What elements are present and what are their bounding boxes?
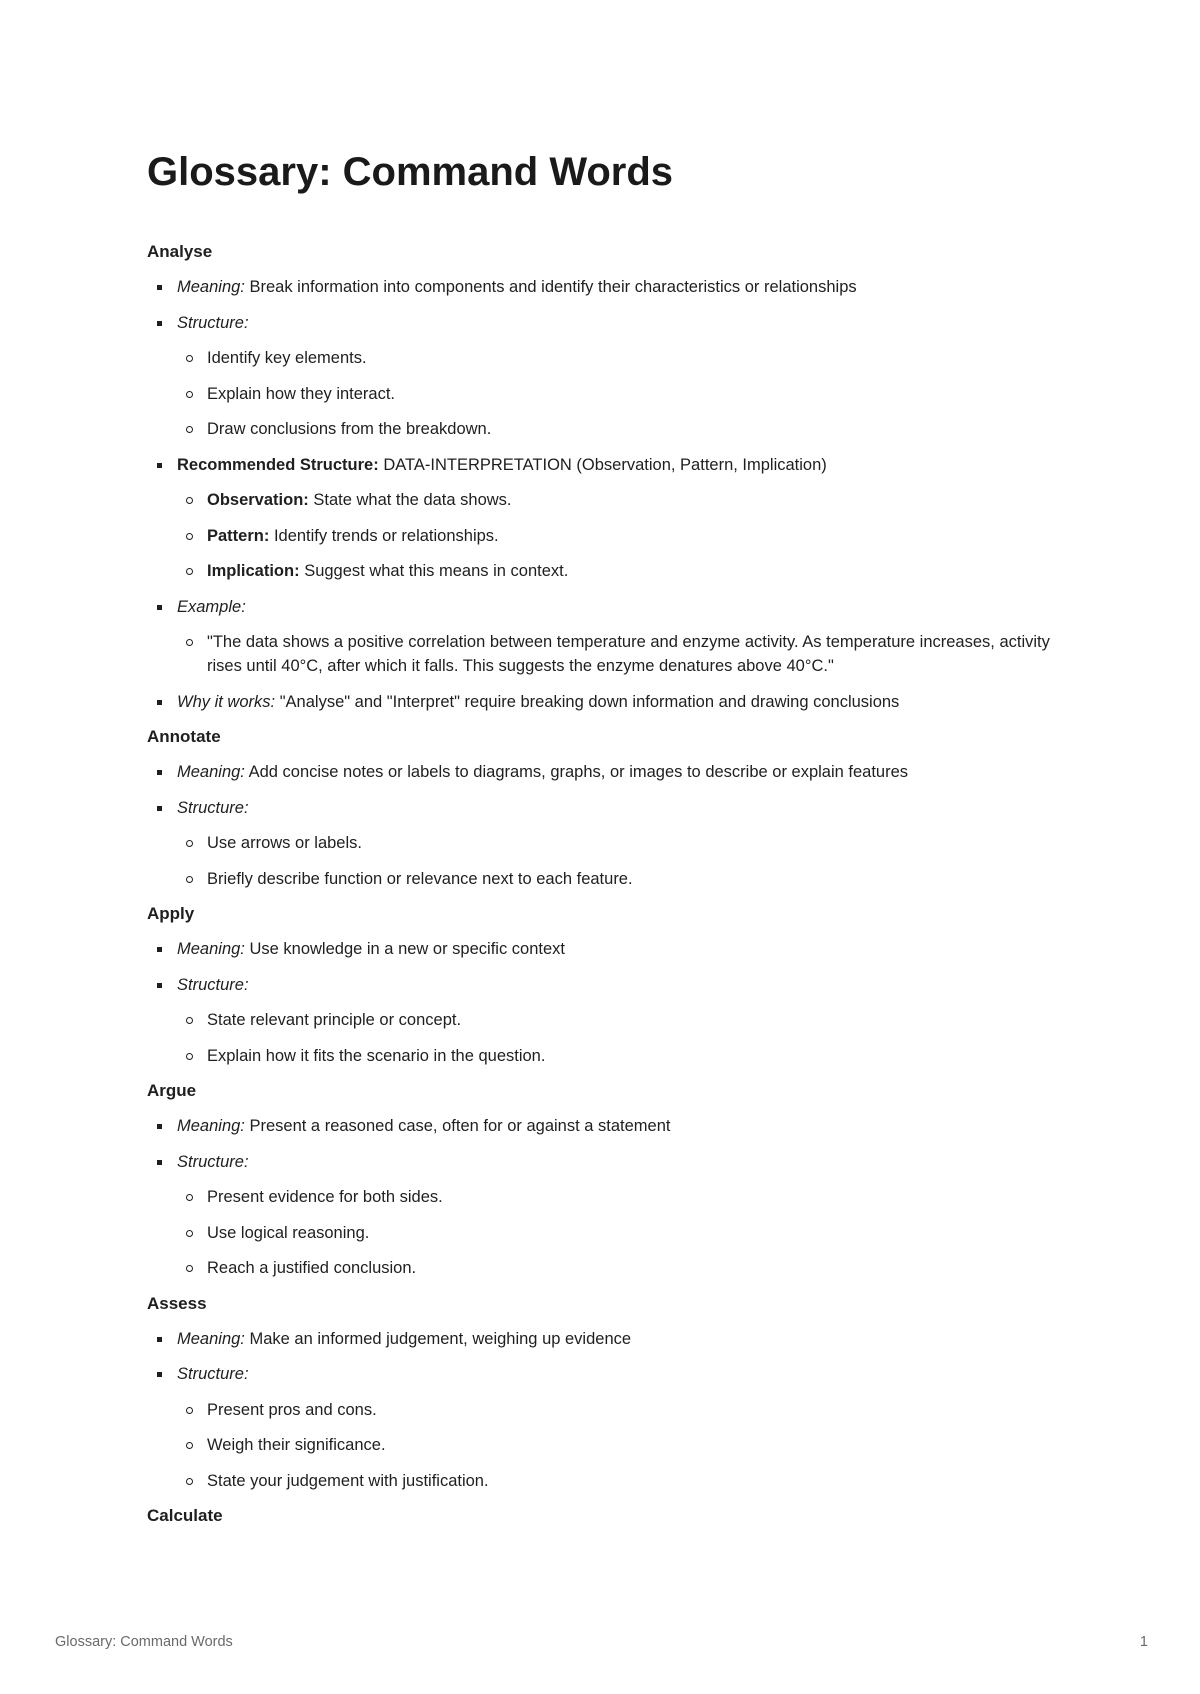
structure-step: Explain how they interact. — [177, 382, 1067, 406]
structure-list — [177, 1008, 1067, 1068]
section-argue — [147, 1079, 1067, 1280]
term-details — [147, 1327, 1067, 1493]
structure-item — [147, 311, 1067, 442]
structure-step: State your judgement with justification. — [177, 1469, 1067, 1493]
structure-step: Reach a justified conclusion. — [177, 1256, 1067, 1280]
recommended-step-label: Observation: — [207, 491, 309, 509]
term-heading: Assess — [147, 1293, 207, 1313]
meaning-label: Meaning: — [177, 940, 245, 958]
recommended-step-text: Identify trends or relationships. — [273, 526, 499, 545]
structure-label: Structure: — [177, 313, 249, 332]
meaning-text: Break information into components and identify their characteristics or relationships — [249, 278, 857, 296]
structure-step: Use arrows or labels. — [177, 831, 1067, 855]
recommended-step — [177, 488, 1067, 512]
structure-list — [177, 1185, 1067, 1280]
footer-page-number: 1 — [1139, 1634, 1148, 1650]
structure-item — [147, 1362, 1067, 1493]
meaning-label: Meaning: — [177, 278, 245, 296]
recommended-list — [177, 488, 1067, 583]
structure-item — [147, 973, 1067, 1068]
term-heading: Analyse — [147, 242, 213, 261]
term-heading: Calculate — [147, 1506, 223, 1525]
meaning-label: Meaning: — [177, 1329, 245, 1348]
structure-list — [177, 831, 1067, 891]
section-calculate — [147, 1504, 1067, 1528]
recommended-step-text: State what the data shows. — [313, 491, 512, 509]
why-item — [147, 690, 1067, 714]
structure-step: Identify key elements. — [177, 346, 1067, 370]
structure-list — [177, 1398, 1067, 1493]
structure-step: Draw conclusions from the breakdown. — [177, 417, 1067, 441]
why-text: "Analyse" and "Interpret" require breaking down information and drawing conclusions — [279, 692, 900, 711]
term-heading: Argue — [147, 1081, 197, 1100]
meaning-item — [147, 760, 1067, 784]
meaning-text: Present a reasoned case, often for or against a statement — [249, 1117, 671, 1135]
page-title: Glossary: Command Words — [147, 150, 674, 194]
term-heading: Apply — [147, 904, 195, 923]
structure-step: Present evidence for both sides. — [177, 1185, 1067, 1209]
structure-step: Briefly describe function or relevance next to each feature. — [177, 867, 1067, 891]
recommended-step-text: Suggest what this means in context. — [304, 562, 569, 580]
example-list — [177, 630, 1067, 678]
recommended-step — [177, 524, 1067, 548]
meaning-item — [147, 275, 1067, 299]
meaning-item — [147, 937, 1067, 961]
example-label: Example: — [177, 597, 246, 616]
structure-label: Structure: — [177, 975, 249, 994]
structure-step: State relevant principle or concept. — [177, 1008, 1067, 1032]
section-assess — [147, 1292, 1067, 1493]
meaning-item — [147, 1327, 1067, 1351]
recommended-structure-item — [147, 453, 1067, 584]
meaning-text: Add concise notes or labels to diagrams, graphs, or images to describe or explain features — [248, 763, 909, 781]
meaning-label: Meaning: — [177, 1117, 245, 1135]
structure-step: Use logical reasoning. — [177, 1221, 1067, 1245]
section-analyse — [147, 240, 1067, 714]
term-details — [147, 1114, 1067, 1280]
term-details — [147, 760, 1067, 891]
structure-list — [177, 346, 1067, 441]
section-apply — [147, 902, 1067, 1068]
meaning-text: Make an informed judgement, weighing up evidence — [249, 1329, 632, 1348]
term-details — [147, 275, 1067, 714]
term-heading: Annotate — [147, 727, 221, 746]
example-item — [147, 595, 1067, 679]
term-details — [147, 937, 1067, 1068]
structure-label: Structure: — [177, 1365, 249, 1383]
structure-item — [147, 1150, 1067, 1281]
structure-item — [147, 796, 1067, 891]
structure-step: Present pros and cons. — [177, 1398, 1067, 1422]
why-label: Why it works: — [177, 692, 276, 711]
example-text: "The data shows a positive correlation between temperature and enzyme activity. As temperature increases, activity rises until 40°C, after which it falls. This suggests the enzyme denatures above 40°C." — [177, 630, 1067, 678]
footer-title: Glossary: Command Words — [55, 1634, 233, 1650]
meaning-text: Use knowledge in a new or specific context — [249, 940, 565, 958]
recommended-step — [177, 559, 1067, 583]
meaning-item — [147, 1114, 1067, 1138]
recommended-text: DATA-INTERPRETATION (Observation, Pattern, Implication) — [383, 455, 827, 474]
recommended-step-label: Pattern: — [207, 526, 270, 545]
section-annotate — [147, 725, 1067, 891]
recommended-label: Recommended Structure: — [177, 455, 379, 474]
structure-step: Weigh their significance. — [177, 1433, 1067, 1457]
structure-label: Structure: — [177, 798, 249, 817]
structure-step: Explain how it fits the scenario in the question. — [177, 1044, 1067, 1068]
page-content — [147, 148, 1067, 1539]
structure-label: Structure: — [177, 1152, 249, 1171]
meaning-label: Meaning: — [177, 763, 245, 781]
recommended-step-label: Implication: — [207, 562, 300, 580]
